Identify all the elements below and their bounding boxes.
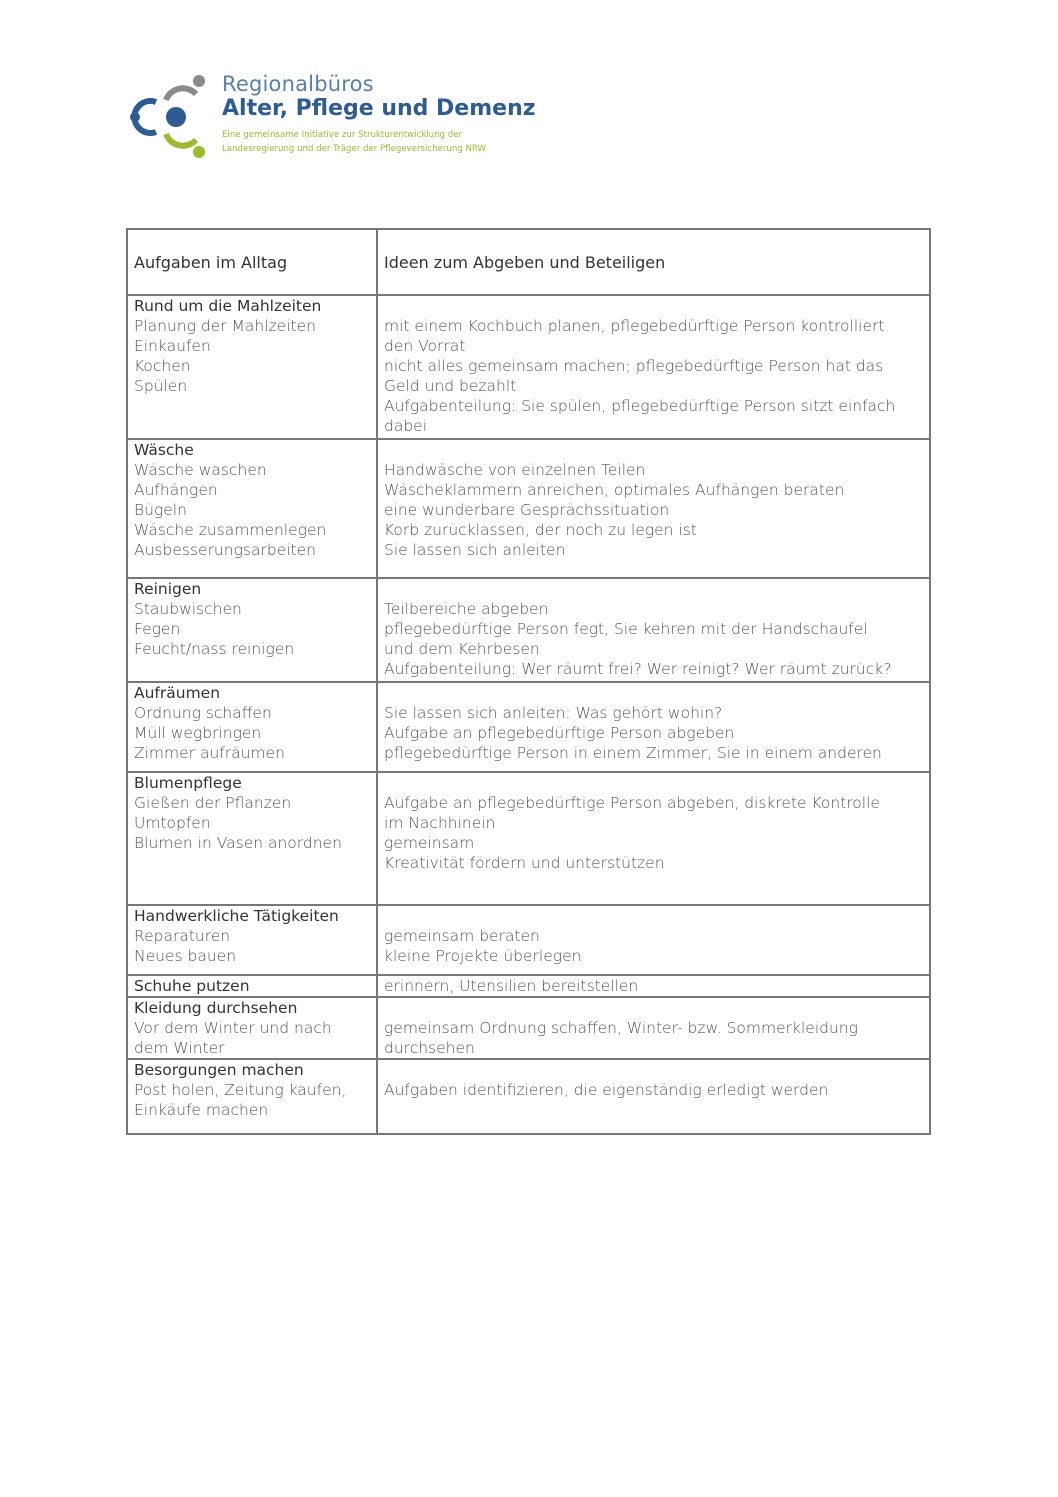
ideas-cell — [378, 1060, 929, 1133]
category-label: Blumenpflege — [134, 774, 242, 792]
idea-item: mit einem Kochbuch planen, pflegebedürftige Person kontrolliert — [384, 317, 885, 335]
idea-item: pflegebedürftige Person fegt, Sie kehren mit der Handschaufel — [384, 620, 868, 638]
ideas-cell — [378, 998, 929, 1058]
idea-item: und dem Kehrbesen — [384, 640, 540, 658]
idea-item: Sie lassen sich anleiten — [384, 541, 566, 559]
task-item: Müll wegbringen — [134, 724, 262, 742]
task-cell — [128, 296, 378, 438]
idea-item: erinnern, Utensilien bereitstellen — [384, 977, 639, 995]
task-item: Wäsche waschen — [134, 461, 267, 479]
task-item: Planung der Mahlzeiten — [134, 317, 316, 335]
task-item: Blumen in Vasen anordnen — [134, 834, 342, 852]
idea-item: pflegebedürftige Person in einem Zimmer, Sie in einem anderen — [384, 744, 882, 762]
header-tasks: Aufgaben im Alltag — [128, 230, 378, 294]
task-item: Umtopfen — [134, 814, 211, 832]
logo-mark-icon — [126, 70, 221, 165]
idea-item: Aufgabe an pflegebedürftige Person abgeben — [384, 724, 735, 742]
idea-item: Aufgabenteilung: Wer räumt frei? Wer reinigt? Wer räumt zurück? — [384, 660, 892, 678]
task-cell — [128, 998, 378, 1058]
idea-item: Korb zurücklassen, der noch zu legen ist — [384, 521, 697, 539]
idea-item: nicht alles gemeinsam machen; pflegebedürftige Person hat das — [384, 357, 884, 375]
task-item: Fegen — [134, 620, 181, 638]
task-cell — [128, 683, 378, 771]
task-item: Reparaturen — [134, 927, 231, 945]
table-row — [128, 771, 929, 904]
logo-tagline-1: Eine gemeinsame Initiative zur Strukturentwicklung der — [222, 130, 463, 140]
idea-item: gemeinsam beraten — [384, 927, 540, 945]
task-cell — [128, 906, 378, 974]
ideas-cell — [378, 773, 929, 904]
ideas-cell — [378, 683, 929, 771]
task-item: Einkaufen — [134, 337, 211, 355]
table-row — [128, 681, 929, 771]
header-ideas: Ideen zum Abgeben und Beteiligen — [384, 252, 666, 272]
task-item: Vor dem Winter und nach — [134, 1019, 332, 1037]
idea-item: Aufgabenteilung: Sie spülen, pflegebedürftige Person sitzt einfach — [384, 397, 896, 415]
task-item: Neues bauen — [134, 947, 237, 965]
category-label: Aufräumen — [134, 684, 221, 702]
logo-subtitle: Alter, Pflege und Demenz — [222, 96, 536, 121]
idea-item: Aufgaben identifizieren, die eigenständig erledigt werden — [384, 1081, 829, 1099]
idea-item: Handwäsche von einzelnen Teilen — [384, 461, 646, 479]
idea-item: kleine Projekte überlegen — [384, 947, 582, 965]
table-row — [128, 904, 929, 974]
logo-tagline-2: Landesregierung und der Träger der Pflegeversicherung NRW — [222, 144, 486, 154]
table-row — [128, 996, 929, 1058]
task-item: Feucht/nass reinigen — [134, 640, 295, 658]
idea-item: durchsehen — [384, 1039, 475, 1057]
task-item: Gießen der Pflanzen — [134, 794, 292, 812]
task-item: Bügeln — [134, 501, 187, 519]
tasks-table — [126, 228, 931, 1135]
logo — [126, 70, 546, 165]
task-item: dem Winter — [134, 1039, 225, 1057]
category-label: Handwerkliche Tätigkeiten — [134, 907, 339, 925]
ideas-cell — [378, 440, 929, 577]
table-row — [128, 577, 929, 681]
task-cell — [128, 773, 378, 904]
task-item: Kochen — [134, 357, 191, 375]
table-row — [128, 438, 929, 577]
ideas-cell — [378, 906, 929, 974]
idea-item: Teilbereiche abgeben — [384, 600, 549, 618]
task-item: Ausbesserungsarbeiten — [134, 541, 316, 559]
table-header-row — [128, 230, 929, 294]
idea-item: Kreativität fördern und unterstützen — [384, 854, 665, 872]
table-row — [128, 294, 929, 438]
category-label: Reinigen — [134, 580, 202, 598]
task-item: Ordnung schaffen — [134, 704, 272, 722]
task-cell — [128, 976, 378, 996]
idea-item: im Nachhinein — [384, 814, 496, 832]
task-cell — [128, 440, 378, 577]
category-label: Schuhe putzen — [134, 977, 250, 995]
idea-item: Wäscheklammern anreichen, optimales Aufhängen beraten — [384, 481, 845, 499]
task-item: Staubwischen — [134, 600, 242, 618]
task-item: Wäsche zusammenlegen — [134, 521, 327, 539]
idea-item: eine wunderbare Gesprächssituation — [384, 501, 670, 519]
task-cell — [128, 1060, 378, 1133]
ideas-cell — [378, 579, 929, 681]
task-item: Aufhängen — [134, 481, 218, 499]
table-row — [128, 974, 929, 996]
task-item: Einkäufe machen — [134, 1101, 269, 1119]
category-label: Rund um die Mahlzeiten — [134, 297, 322, 315]
table-row — [128, 1058, 929, 1133]
idea-item: gemeinsam — [384, 834, 475, 852]
idea-item: Geld und bezahlt — [384, 377, 517, 395]
idea-item: Aufgabe an pflegebedürftige Person abgeben, diskrete Kontrolle — [384, 794, 880, 812]
ideas-cell — [378, 976, 929, 996]
task-item: Zimmer aufräumen — [134, 744, 285, 762]
idea-item: den Vorrat — [384, 337, 466, 355]
task-item: Post holen, Zeitung kaufen, — [134, 1081, 347, 1099]
category-label: Kleidung durchsehen — [134, 999, 298, 1017]
category-label: Besorgungen machen — [134, 1061, 304, 1079]
idea-item: dabei — [384, 417, 428, 435]
idea-item: Sie lassen sich anleiten: Was gehört wohin? — [384, 704, 723, 722]
task-item: Spülen — [134, 377, 188, 395]
category-label: Wäsche — [134, 441, 194, 459]
logo-title: Regionalbüros — [222, 72, 374, 96]
ideas-cell — [378, 296, 929, 438]
task-cell — [128, 579, 378, 681]
idea-item: gemeinsam Ordnung schaffen, Winter- bzw. Sommerkleidung — [384, 1019, 858, 1037]
